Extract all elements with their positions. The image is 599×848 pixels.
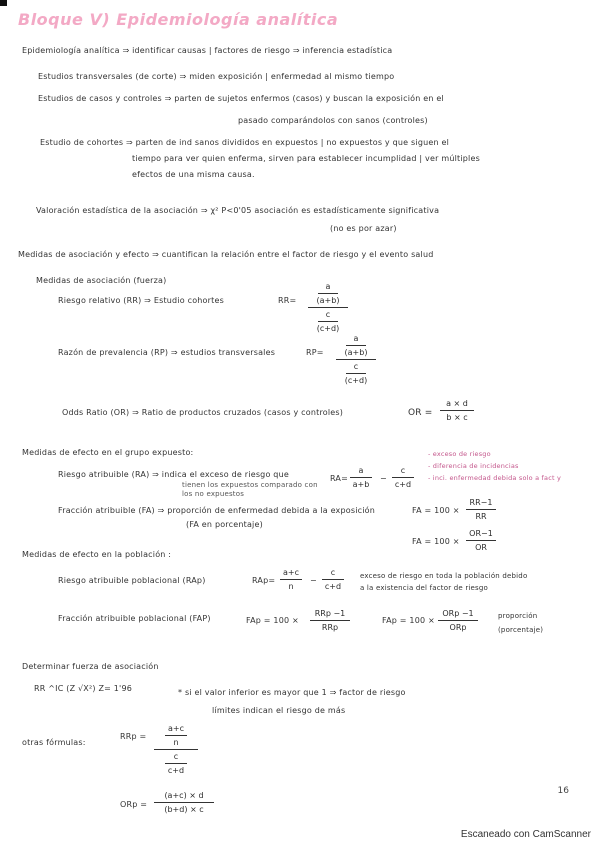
fa2-num: OR−1 — [469, 529, 493, 538]
line-riesgo-atribuible-cont2: los no expuestos — [182, 490, 245, 498]
rrp-num-den: n — [173, 738, 179, 747]
rr-den: c — [325, 310, 331, 319]
or-den: b × c — [446, 413, 468, 422]
line-epidemiologia-analitica: Epidemiología analítica ⇒ identificar causas | factores de riesgo ⇒ inferencia estadística — [22, 46, 393, 55]
rrp-den: c — [173, 752, 179, 761]
or-label: OR = — [408, 408, 433, 418]
fa2-formula — [466, 529, 496, 552]
line-rr-ic: RR ^IC (Z √X²) Z= 1'96 — [34, 684, 133, 693]
note-incidencia-factor: - inci. enfermedad debida solo a fact y — [428, 474, 562, 482]
orp-formula — [154, 791, 214, 814]
ra-label: RA= — [330, 474, 349, 483]
line-valor-inferior: * si el valor inferior es mayor que 1 ⇒ factor de riesgo — [178, 688, 406, 697]
line-razon-prevalencia: Razón de prevalencia (RP) ⇒ estudios transversales — [58, 348, 276, 357]
rr-label: RR= — [278, 296, 297, 305]
heading-medidas-asociacion: Medidas de asociación (fuerza) — [36, 276, 167, 285]
heading-efecto-poblacion: Medidas de efecto en la población : — [22, 550, 172, 559]
line-fap: Fracción atribuible poblacional (FAP) — [58, 614, 211, 623]
line-no-azar: (no es por azar) — [330, 224, 397, 233]
rap-term-c — [322, 568, 344, 591]
line-limites: límites indican el riesgo de más — [212, 706, 346, 715]
rrp-label: RRp = — [120, 732, 147, 741]
fap2-num: ORp −1 — [442, 609, 474, 618]
ra-c-den: c+d — [394, 480, 412, 489]
orp-den: (b+d) × c — [164, 805, 204, 814]
fa1-label: FA = 100 × — [412, 506, 460, 515]
note-fap-porcentaje: (porcentaje) — [498, 626, 544, 634]
or-num: a × d — [446, 399, 468, 408]
rap-c-den: c+d — [324, 582, 342, 591]
heading-otras-formulas: otras fórmulas: — [22, 738, 86, 747]
rap-minus: − — [310, 576, 317, 585]
fap1-formula — [310, 609, 350, 632]
rp-den: c — [353, 362, 359, 371]
rrp-den-den: c+d — [167, 766, 185, 775]
or-formula — [440, 399, 474, 422]
ra-a-num: a — [358, 466, 364, 475]
rap-c-num: c — [330, 568, 336, 577]
rrp-formula — [154, 724, 198, 775]
fap1-den: RRp — [321, 623, 339, 632]
fa1-formula — [466, 498, 496, 521]
rr-num-den: (a+b) — [316, 296, 340, 305]
rr-formula — [308, 282, 348, 333]
rrp-num: a+c — [167, 724, 184, 733]
ra-term-c — [392, 466, 414, 489]
line-cohortes-cont: tiempo para ver quien enferma, sirven para establecer incumplidad | ver múltiples — [132, 154, 480, 163]
line-riesgo-relativo: Riesgo relativo (RR) ⇒ Estudio cohortes — [58, 296, 224, 305]
line-fa-porcentaje: (FA en porcentaje) — [186, 520, 263, 529]
page-number: 16 — [557, 786, 569, 796]
rp-num-den: (a+b) — [344, 348, 368, 357]
fap2-formula — [438, 609, 478, 632]
ra-term-a — [350, 466, 372, 489]
note-rap-factor: a la existencia del factor de riesgo — [360, 584, 489, 592]
line-cohortes-cont2: efectos de una misma causa. — [132, 170, 255, 179]
ra-c-num: c — [400, 466, 406, 475]
note-fap-proporcion: proporción — [498, 612, 538, 620]
rap-label: RAp= — [252, 576, 276, 585]
fap2-den: ORp — [449, 623, 467, 632]
rp-label: RP= — [306, 348, 324, 357]
ra-minus: − — [380, 474, 387, 483]
scanner-footer: Escaneado con CamScanner — [460, 829, 591, 840]
fa2-den: OR — [475, 543, 487, 552]
fa1-num: RR−1 — [469, 498, 493, 507]
page-title: Bloque V) Epidemiología analítica — [18, 10, 339, 29]
line-estudios-transversales: Estudios transversales (de corte) ⇒ miden exposición | enfermedad al mismo tiempo — [38, 72, 395, 81]
orp-label: ORp = — [120, 800, 148, 809]
fap1-label: FAp = 100 × — [246, 616, 299, 625]
fa1-den: RR — [475, 512, 487, 521]
note-rap-exceso: exceso de riesgo en toda la población debido — [360, 572, 528, 580]
line-casos-controles: Estudios de casos y controles ⇒ parten de sujetos enfermos (casos) y buscan la exposición en el — [38, 94, 444, 103]
ra-a-den: a+b — [352, 480, 370, 489]
fa2-label: FA = 100 × — [412, 537, 460, 546]
line-riesgo-atribuible-cont: tienen los expuestos comparado con — [182, 481, 318, 489]
line-riesgo-atribuible: Riesgo atribuible (RA) ⇒ indica el exceso de riesgo que — [58, 470, 289, 479]
rp-den-den: (c+d) — [344, 376, 368, 385]
heading-fuerza-asociacion: Determinar fuerza de asociación — [22, 662, 159, 671]
rp-num: a — [353, 334, 359, 343]
heading-efecto-expuesto: Medidas de efecto en el grupo expuesto: — [22, 448, 194, 457]
rp-formula — [336, 334, 376, 385]
line-fraccion-atribuible: Fracción atribuible (FA) ⇒ proporción de enfermedad debida a la exposición — [58, 506, 376, 515]
line-casos-controles-cont: pasado comparándolos con sanos (controles) — [238, 116, 428, 125]
line-valoracion-estadistica: Valoración estadística de la asociación ⇒ χ² P<0'05 asociación es estadísticamente significativa — [36, 206, 440, 215]
rap-a-num: a+c — [282, 568, 299, 577]
line-odds-ratio: Odds Ratio (OR) ⇒ Ratio de productos cruzados (casos y controles) — [62, 408, 344, 417]
fap2-label: FAp = 100 × — [382, 616, 435, 625]
line-medidas-asociacion-efecto: Medidas de asociación y efecto ⇒ cuantifican la relación entre el factor de riesgo y el evento salud — [18, 250, 434, 259]
rap-term-a — [280, 568, 302, 591]
rap-a-den: n — [288, 582, 294, 591]
line-cohortes: Estudio de cohortes ⇒ parten de ind sanos divididos en expuestos | no expuestos y que siguen el — [40, 138, 450, 147]
line-rap: Riesgo atribuible poblacional (RAp) — [58, 576, 206, 585]
note-diferencia-incidencias: - diferencia de incidencias — [428, 462, 519, 470]
orp-num: (a+c) × d — [164, 791, 204, 800]
fap1-num: RRp −1 — [314, 609, 346, 618]
rr-num: a — [325, 282, 331, 291]
note-exceso-riesgo: - exceso de riesgo — [428, 450, 491, 458]
rr-den-den: (c+d) — [316, 324, 340, 333]
corner-mark — [0, 0, 7, 6]
